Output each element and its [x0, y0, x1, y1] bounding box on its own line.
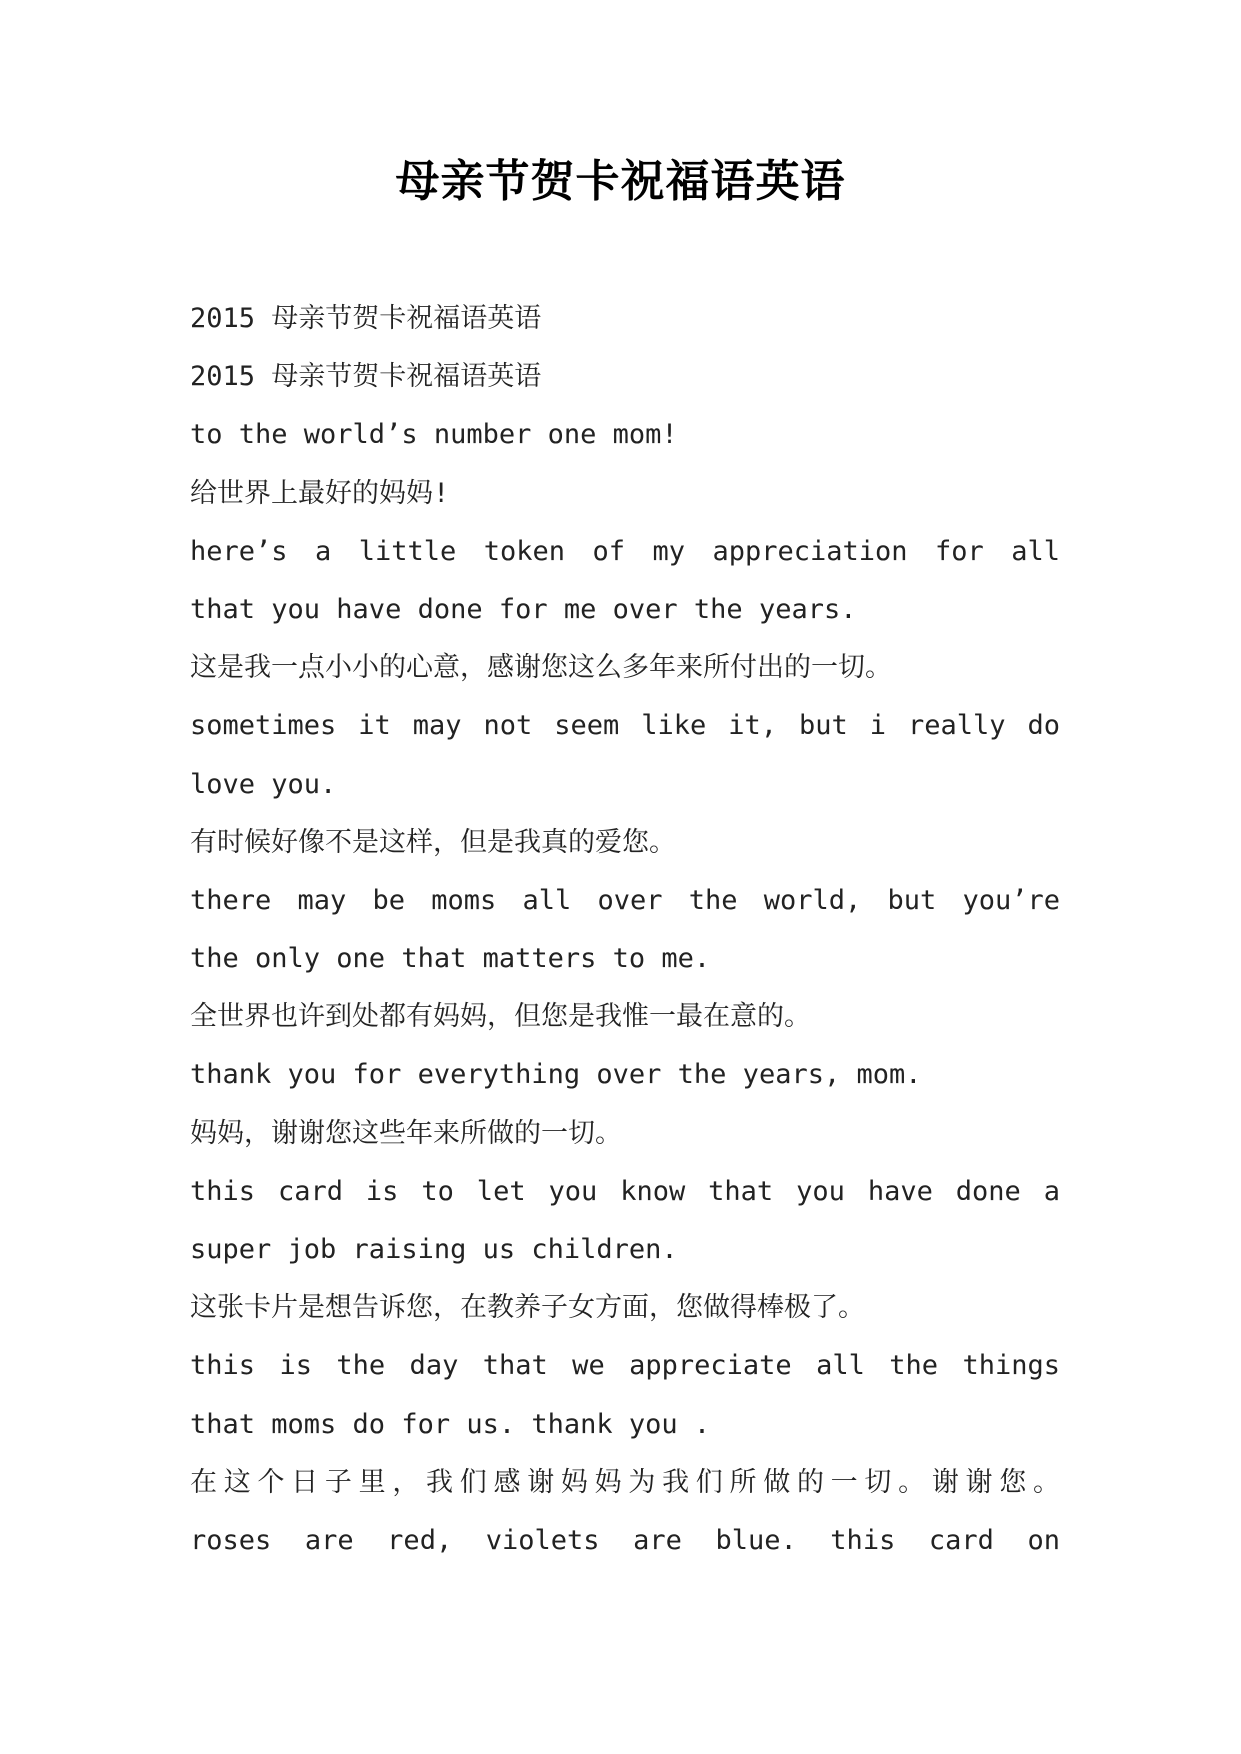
body-line: this card is to let you know that you have done a [190, 1175, 1060, 1207]
body-line: 妈妈，谢谢您这些年来所做的一切。 [190, 1117, 622, 1149]
body-line: that moms do for us. thank you . [190, 1408, 711, 1440]
body-line: thank you for everything over the years, mom. [190, 1059, 922, 1091]
body-line: there may be moms all over the world, but you’re [190, 884, 1060, 916]
body-line: that you have done for me over the years. [190, 593, 857, 625]
body-line: 这张卡片是想告诉您，在教养子女方面，您做得棒极了。 [190, 1292, 865, 1324]
body-line: 这是我一点小小的心意，感谢您这么多年来所付出的一切。 [190, 652, 892, 684]
body-line: 给世界上最好的妈妈! [190, 477, 450, 509]
body-line: love you. [190, 768, 337, 800]
body-line: here’s a little token of my appreciation for all [190, 535, 1060, 567]
body-line: sometimes it may not seem like it, but i really do [190, 710, 1060, 742]
body-line: to the world’s number one mom! [190, 419, 678, 451]
document-body [190, 290, 1060, 1570]
body-line: 全世界也许到处都有妈妈，但您是我惟一最在意的。 [190, 1001, 811, 1033]
body-line: this is the day that we appreciate all the things [190, 1350, 1060, 1382]
body-line: super job raising us children. [190, 1234, 678, 1265]
body-line: 在这个日子里，我们感谢妈妈为我们所做的一切。谢谢您。 [190, 1466, 1060, 1498]
body-line: the only one that matters to me. [190, 943, 711, 975]
document-title: 母亲节贺卡祝福语英语 [395, 156, 846, 207]
body-line: roses are red, violets are blue. this card on [190, 1524, 1060, 1556]
body-line: 2015 母亲节贺卡祝福语英语 [190, 303, 542, 334]
body-line: 2015 母亲节贺卡祝福语英语 [190, 361, 542, 393]
body-line: 有时候好像不是这样，但是我真的爱您。 [190, 826, 676, 858]
